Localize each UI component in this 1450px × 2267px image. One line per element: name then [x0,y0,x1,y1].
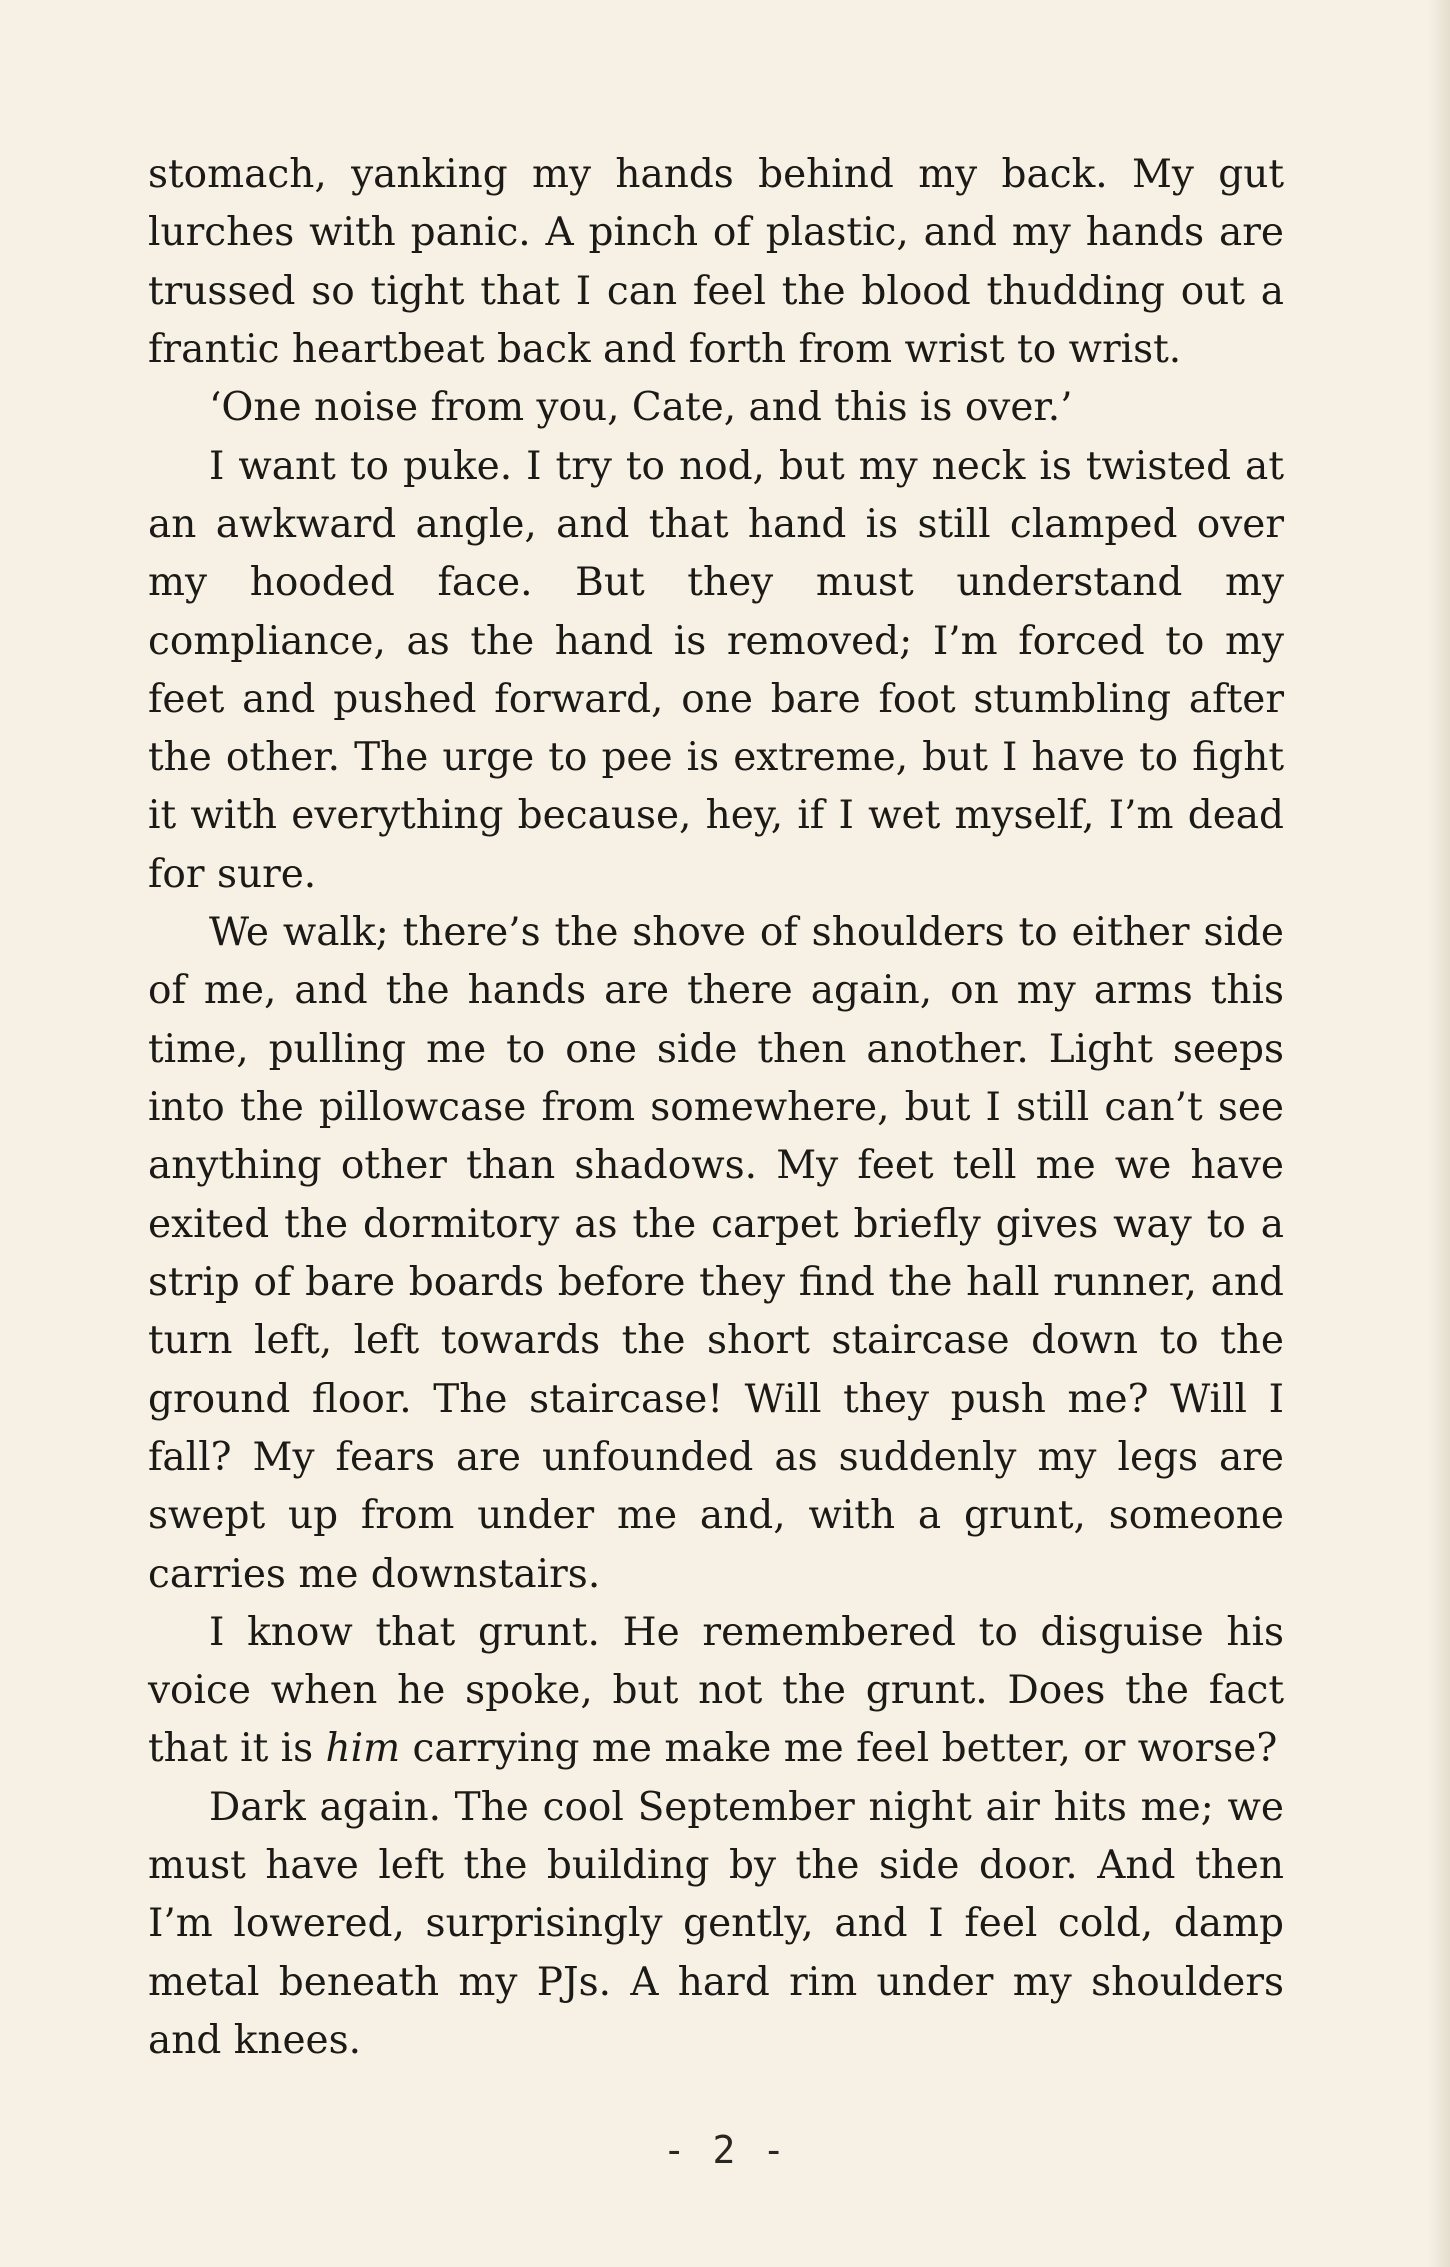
text-run: stomach, yanking my hands behind my back. My gut lurches with panic. A pinch of plastic, and my hands are trussed so tight that I can feel the blood thudding out a frantic heartbeat back and forth from wrist to wrist. [148,152,1284,372]
paragraph [148,904,1284,1604]
text-run: ‘One noise from you, Cate, and this is over.’ [209,385,1073,431]
text-run: I know that grunt. He remembered to disguise his voice when he spoke, but not the grunt. Does the fact that it is [148,1609,1284,1772]
paragraph [148,1604,1284,1779]
text-run: We walk; there’s the shove of shoulders to either side of me, and the hands are there again, on my arms this time, pulling me to one side then another. Light seeps into the pillowcase from somewhere, but I still can’t see anything other than shadows. My feet tell me we have exited the dormitory as the carpet briefly gives way to a strip of bare boards before they find the hall runner, and turn left, left towards the short staircase down to the ground floor. The staircase! Will they push me? Will I fall? My fears are unfounded as suddenly my legs are swept up from under me and, with a grunt, someone carries me downstairs. [148,910,1284,1597]
body-text [148,146,1284,2070]
text-run: I want to puke. I try to nod, but my neck is twisted at an awkward angle, and that hand is still clamped over my hooded face. But they must understand my compliance, as the hand is removed; I’m forced to my feet and pushed forward, one bare foot stumbling after the other. The urge to pee is extreme, but I have to fight it with everything because, hey, if I wet myself, I’m dead for sure. [148,443,1284,897]
text-run: carrying me make me feel better, or worse? [400,1726,1278,1772]
paragraph [148,379,1284,437]
page-number: - 2 - [662,2128,788,2172]
italic-text-run: him [325,1726,401,1772]
paragraph [148,438,1284,905]
paragraph [148,1779,1284,2071]
page-edge-shadow [1428,0,1450,2267]
paragraph [148,146,1284,379]
text-run: Dark again. The cool September night air hits me; we must have left the building by the side door. And then I’m lowered, surprisingly gently, and I feel cold, damp metal beneath my PJs. A hard rim under my shoulders and knees. [148,1784,1284,2063]
